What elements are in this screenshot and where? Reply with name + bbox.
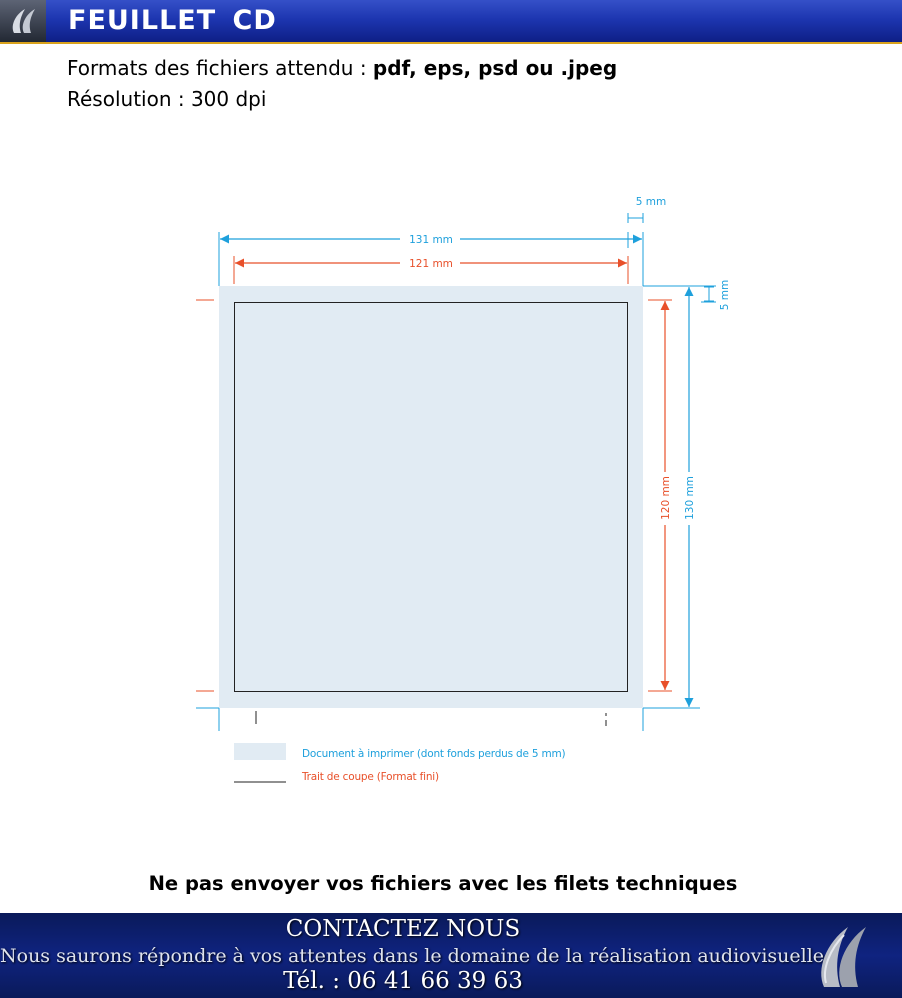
page-title: FEUILLET CD [68, 5, 277, 36]
footer-phone[interactable]: Tél. : 06 41 66 39 63 [283, 968, 523, 994]
dim-outer-width-label: 131 mm [409, 234, 453, 246]
footer-tagline: Nous saurons répondre à vos attentes dans le domaine de la réalisation audiovisuelle [0, 945, 825, 967]
resolution-line: Résolution : 300 dpi [67, 87, 267, 111]
dim-bleed-top-label: 5 mm [635, 196, 667, 208]
dim-outer-height-label: 130 mm [684, 476, 696, 520]
warning-text: Ne pas envoyer vos fichiers avec les filets techniques [148, 872, 738, 895]
formats-label: Formats des fichiers attendu : [67, 56, 373, 80]
dim-inner-width-label: 121 mm [409, 258, 453, 270]
bleed-area [219, 286, 643, 708]
legend-bleed-swatch [234, 743, 286, 760]
dim-inner-height-label: 120 mm [660, 476, 672, 520]
footer-logo [810, 921, 876, 993]
dim-bleed-side-label: 5 mm [719, 279, 731, 311]
formats-value: pdf, eps, psd ou .jpeg [372, 56, 618, 80]
contact-heading[interactable]: CONTACTEZ NOUS [285, 916, 521, 942]
legend-cut-label: Trait de coupe (Format fini) [302, 771, 439, 783]
legend-bleed-label: Document à imprimer (dont fonds perdus de 5 mm) [302, 748, 566, 760]
footer-bar [0, 913, 902, 998]
